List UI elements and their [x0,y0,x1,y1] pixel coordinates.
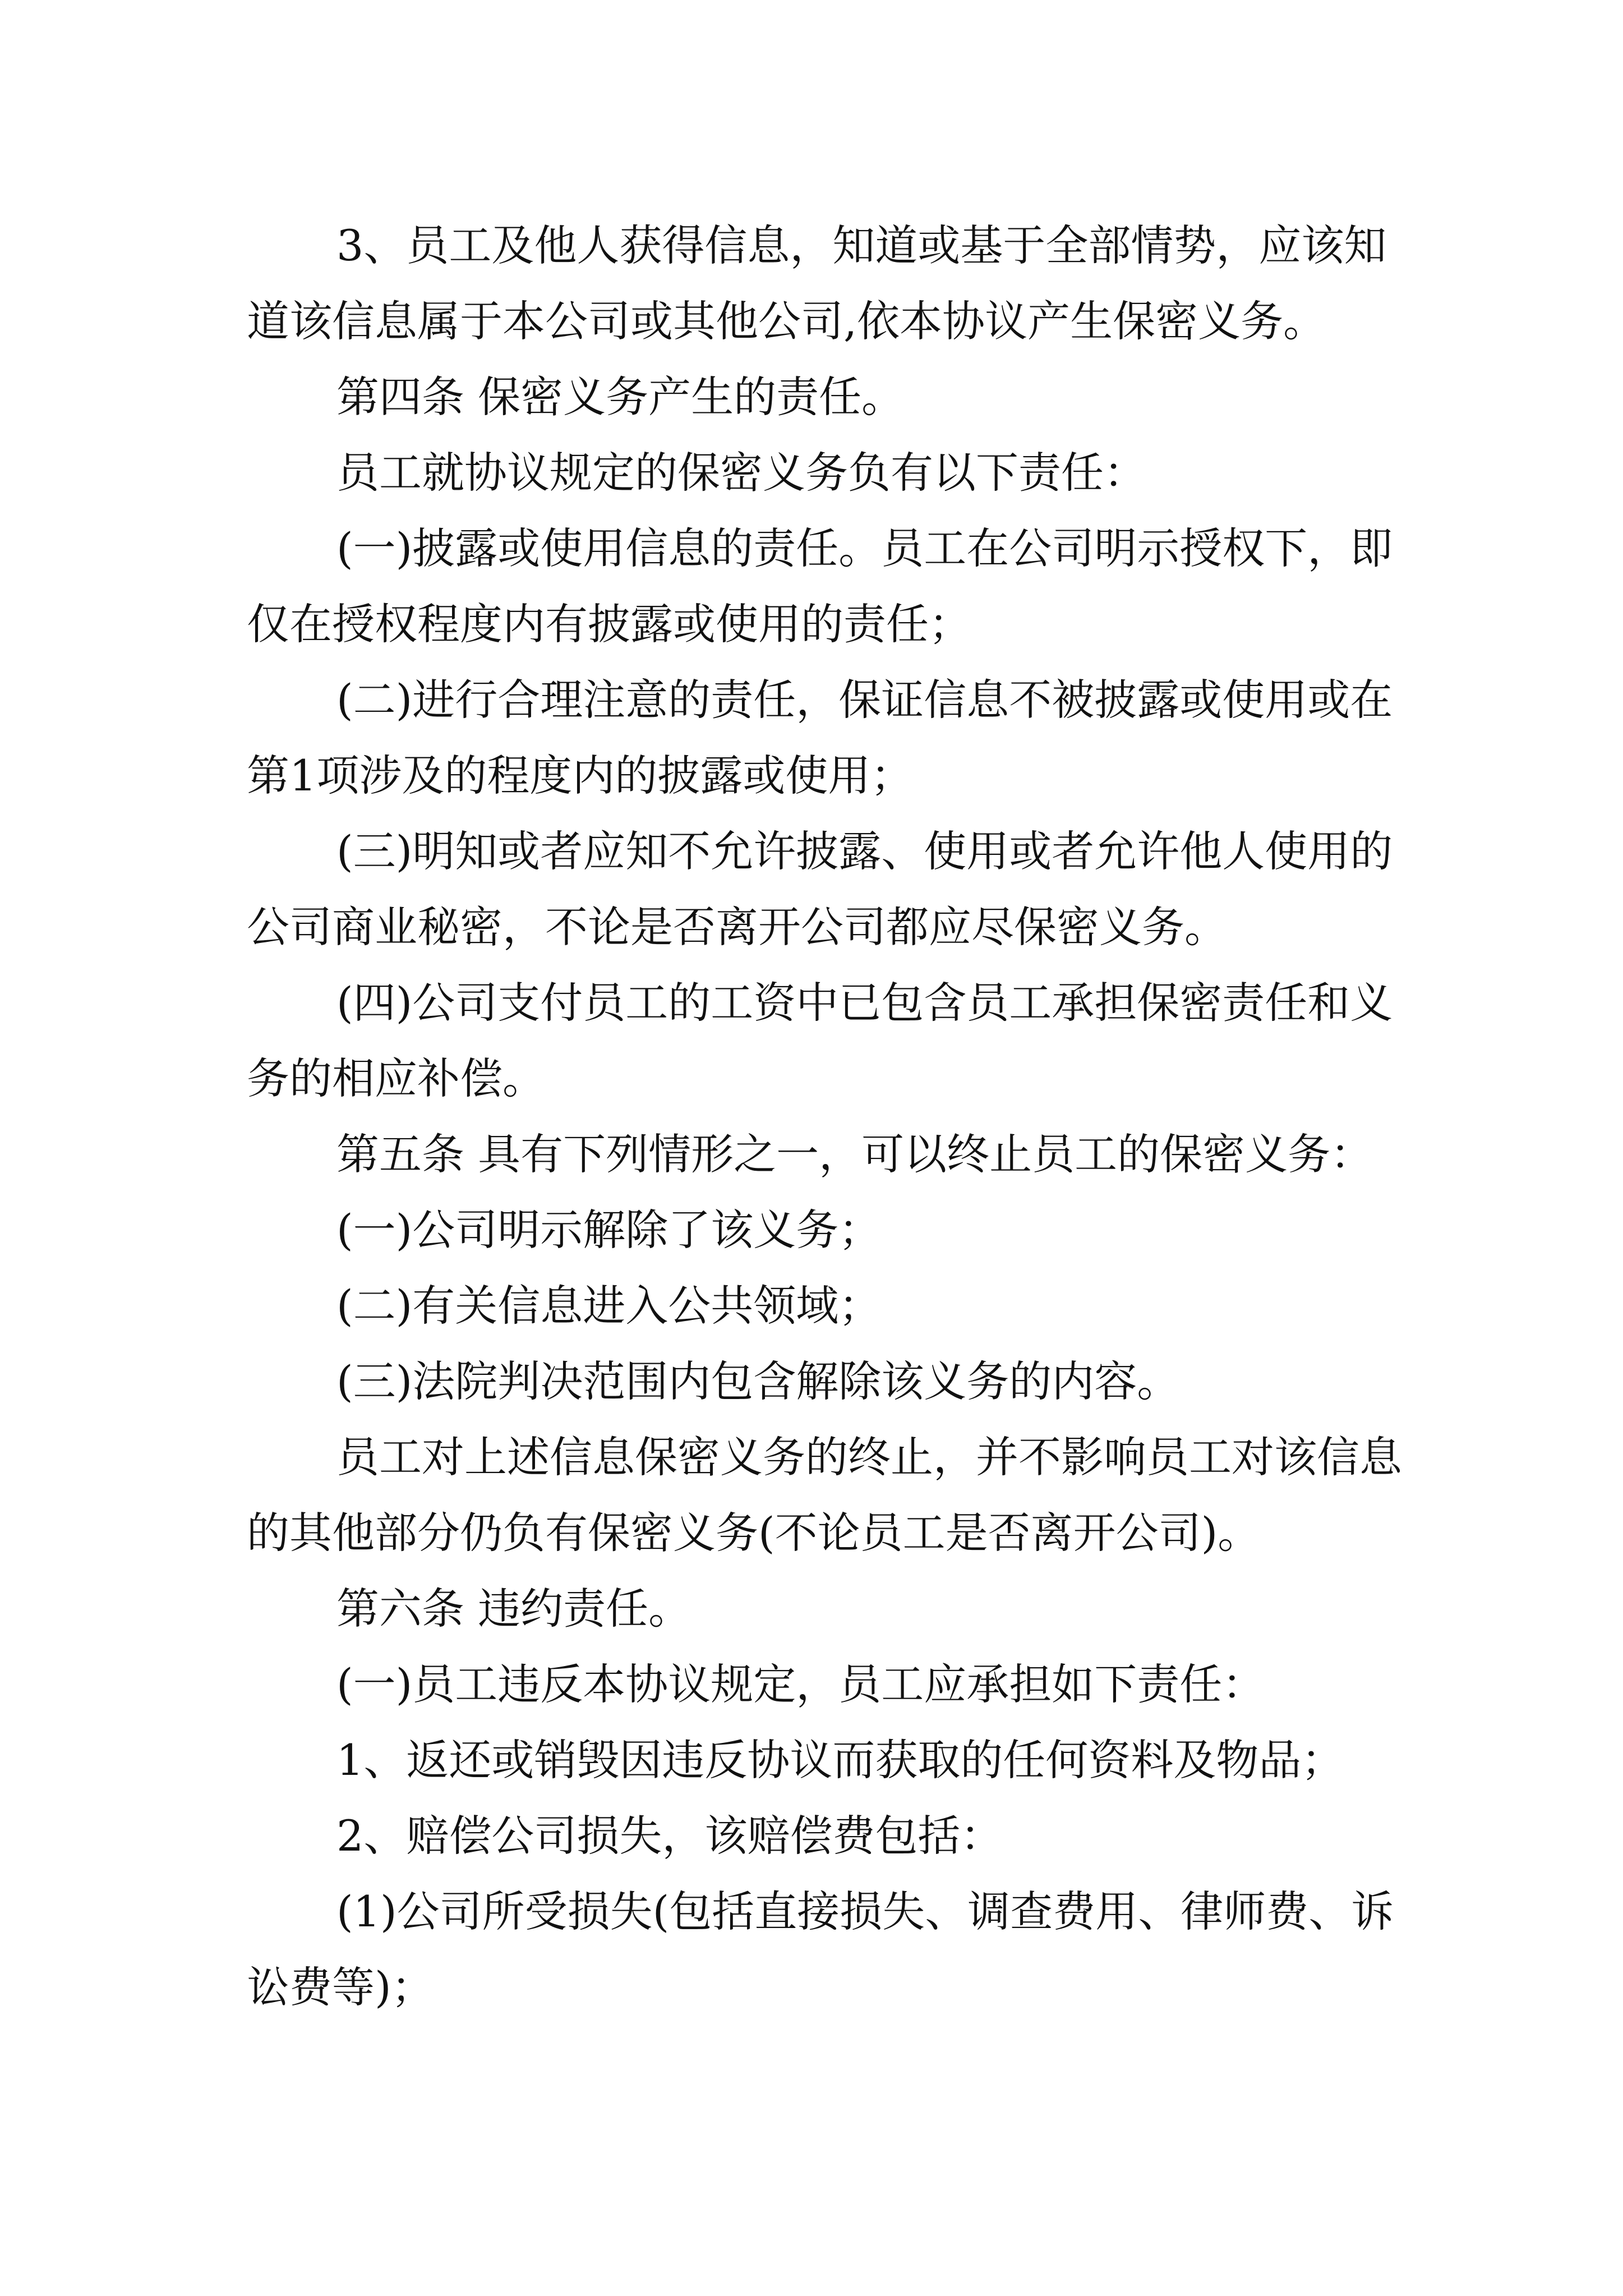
paragraph-responsibilities-intro: 员工就协议规定的保密义务负有以下责任： [336,448,1146,498]
article-4-heading: 第四条 保密义务产生的责任。 [336,372,905,422]
paragraph-breach-intro: (一)员工违反本协议规定，员工应承担如下责任： [336,1659,1265,1709]
paragraph-reasonable-care: (二)进行合理注意的责任，保证信息不被披露或使用或在第1项涉及的程度内的披露或使用； [247,675,1393,800]
article-5-heading: 第五条 具有下列情形之一，可以终止员工的保密义务： [336,1129,1373,1179]
paragraph-breach-item-1: 1、返还或销毁因违反协议而获取的任何资料及物品； [336,1735,1344,1785]
paragraph-item-3: 3、员工及他人获得信息，知道或基于全部情势，应该知道该信息属于本公司或其他公司,依本协议产生保密义务。 [247,220,1387,346]
paragraph-compensation: (四)公司支付员工的工资中已包含员工承担保密责任和义务的相应补偿。 [247,978,1393,1103]
paragraph-breach-item-2-1: (1)公司所受损失(包括直接损失、调查费用、律师费、诉讼费等)； [247,1887,1394,2012]
paragraph-trade-secrets: (三)明知或者应知不允许披露、使用或者允许他人使用的公司商业秘密，不论是否离开公司都应尽保密义务。 [247,826,1393,952]
paragraph-termination-2: (二)有关信息进入公共领域； [336,1281,882,1331]
paragraph-breach-item-2: 2、赔偿公司损失，该赔偿费包括： [336,1811,1003,1861]
document-body [247,208,1424,2025]
paragraph-termination-3: (三)法院判决范围内包含解除该义务的内容。 [336,1356,1180,1406]
paragraph-termination-1: (一)公司明示解除了该义务； [336,1205,882,1255]
paragraph-termination-note: 员工对上述信息保密义务的终止，并不影响员工对该信息的其他部分仍负有保密义务(不论员工是否离开公司)。 [247,1432,1402,1558]
paragraph-disclosure-responsibility: (一)披露或使用信息的责任。员工在公司明示授权下，即仅在授权程度内有披露或使用的责任； [247,523,1393,649]
article-6-heading: 第六条 违约责任。 [336,1584,691,1634]
